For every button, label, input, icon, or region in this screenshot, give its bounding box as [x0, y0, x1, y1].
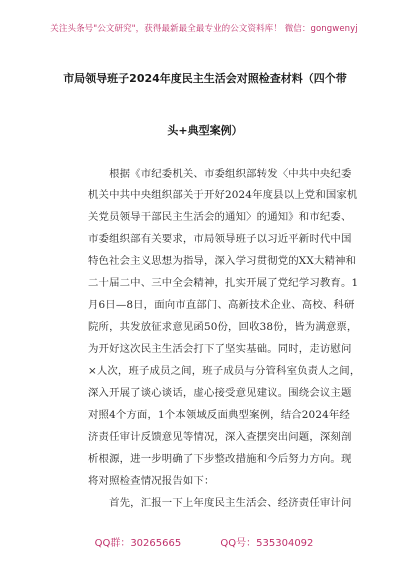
body-line: 特色社会主义思想为指导，深入学习贯彻党的XX大精神和 — [88, 255, 357, 267]
body-line: 市委组织部有关要求，市局领导班子以习近平新时代中国 — [88, 233, 352, 245]
body-line: 深入开展了谈心谈话，虚心接受意见建议。围绕会议主题 — [88, 387, 352, 399]
footer-qq-number: QQ号：535304092 — [220, 538, 314, 549]
footer-contact — [0, 534, 408, 549]
body-line: 为开好这次民主生活会打下了坚实基础。同时，走访慰问 — [88, 343, 352, 355]
document-title-line-1: 市局领导班子2024年度民主生活会对照检查材料（四个带 — [63, 72, 347, 85]
header-banner: 关注头条号"公文研究"，获得最新最全最专业的公文资料库！ 微信：gongwenyj — [50, 24, 358, 34]
body-line: 析根源，进一步明确了下步整改措施和今后努力方向。现 — [88, 453, 352, 465]
body-line: 院所，共发放征求意见函50份，回收38份，皆为满意票， — [88, 321, 358, 333]
body-line: 首先，汇报一下上年度民主生活会、经济责任审计问 — [88, 497, 352, 509]
body-line: 根据《市纪委机关、市委组织部转发〈中共中央纪委 — [88, 168, 352, 180]
document-title-line-2: 头+典型案例） — [167, 124, 243, 137]
body-line: 将对照检查情况报告如下： — [88, 475, 215, 487]
body-line: ×人次，班子成员之间，班子成员与分管科室负责人之间， — [88, 365, 361, 377]
body-line: 月6日—8日，面向市直部门、高新技术企业、高校、科研 — [88, 299, 355, 311]
body-line: 二十届二中、三中全会精神，扎实开展了党纪学习教育。1 — [88, 277, 359, 289]
body-line: 对照4个方面，1个本领域反面典型案例，结合2024年经 — [88, 409, 350, 421]
body-line: 机关中共中央组织部关于开好2024年度县以上党和国家机 — [88, 189, 358, 201]
body-line: 关党员领导干部民主生活会的通知〉的通知》和市纪委、 — [88, 211, 352, 223]
footer-qq-group: QQ群：30265665 — [94, 538, 182, 549]
body-line: 济责任审计反馈意见等情况，深入查摆突出问题，深刻剖 — [88, 431, 352, 443]
